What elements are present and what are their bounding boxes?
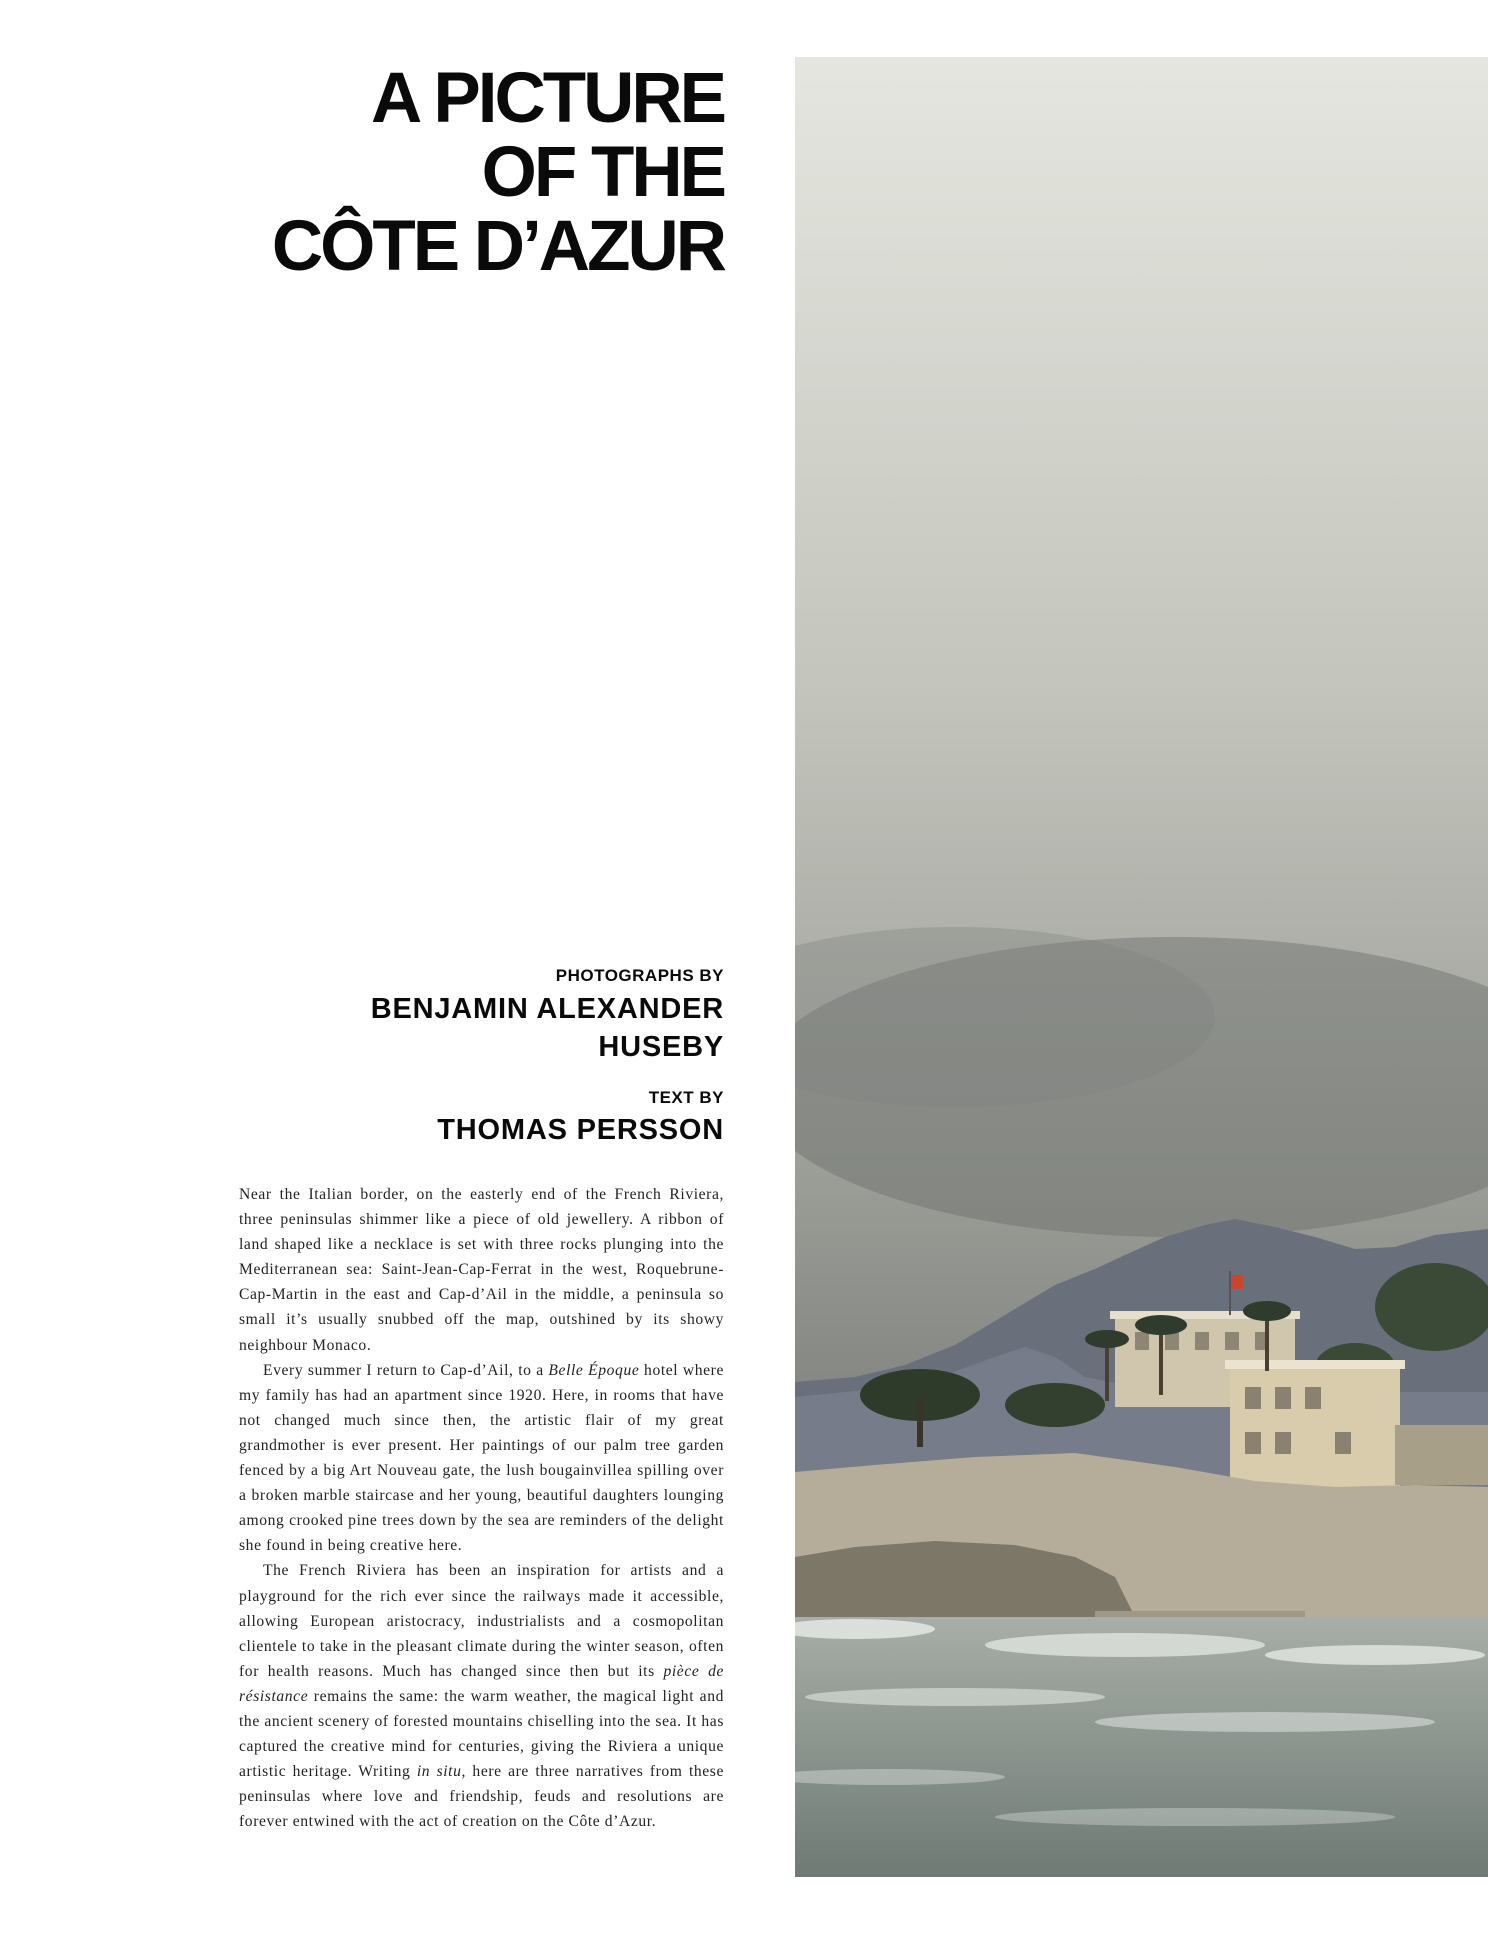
villa-front-roof [1225, 1360, 1405, 1369]
flag-pole [1229, 1271, 1231, 1315]
villa-front [1230, 1367, 1400, 1487]
flag [1231, 1275, 1243, 1289]
pine-tree-trunk [917, 1397, 923, 1447]
photographs-by-label: PHOTOGRAPHS BY [555, 966, 724, 985]
paragraph-3: The French Riviera has been an inspiration for artists and a playground for the rich ever since the railways made it accessible, allowing European aristocracy, industrialists and a cosmopolitan clientele to take in the pleasant climate during the winter season, often for health reasons. Much has changed since then but its pièce de résistance remains the same: the warm weather, the magical light and the ancient scenery of forested mountains chiselling into the sea. It has captured the creative mind for centuries, giving the Riviera a unique artistic heritage. Writing in situ, here are three narratives from these peninsulas where love and friendship, feuds and resolutions are forever entwined with the act of creation on the Côte d’Azur. [239, 1562, 725, 1831]
author-name: THOMAS PERSSON [437, 1114, 724, 1146]
headline-line-2: OF THE [481, 133, 724, 212]
tree-cluster [1005, 1383, 1105, 1427]
headline-line-3: CÔTE D’AZUR [271, 207, 724, 286]
headline [60, 59, 724, 286]
photographer-name-line-1: BENJAMIN ALEXANDER [370, 993, 724, 1025]
paragraph-2: Every summer I return to Cap-d’Ail, to a Belle Époque hotel where my family has had an apartment since 1920. Here, in rooms that have not changed much since then, the artistic flair of my great grandmother is ever present. Her paintings of our palm tree garden fenced by a big Art Nouveau gate, the lush bougainvillea spilling over a broken marble staircase and her young, beautiful daughters lounging among crooked pine trees down by the sea are reminders of the delight she found in being creative here. [239, 1361, 725, 1555]
photographer-name-line-2: HUSEBY [598, 1031, 724, 1063]
text-by-label: TEXT BY [648, 1088, 724, 1107]
paragraph-1: Near the Italian border, on the easterly end of the French Riviera, three peninsulas shimmer like a piece of old jewellery. A ribbon of land shaped like a necklace is set with three rocks plunging into the Mediterranean sea: Saint-Jean-Cap-Ferrat in the west, Roquebrune-Cap-Martin in the east and Cap-d’Ail in the middle, a peninsula so small it’s usually snubbed off the map, outshined by its showy neighbour Monaco. [239, 1186, 724, 1354]
headline-line-1: A PICTURE [371, 59, 724, 138]
coastline-photograph [795, 57, 1488, 1877]
article-body [239, 1182, 724, 1834]
photographer-name [200, 990, 724, 1066]
boundary-wall [1395, 1425, 1488, 1485]
